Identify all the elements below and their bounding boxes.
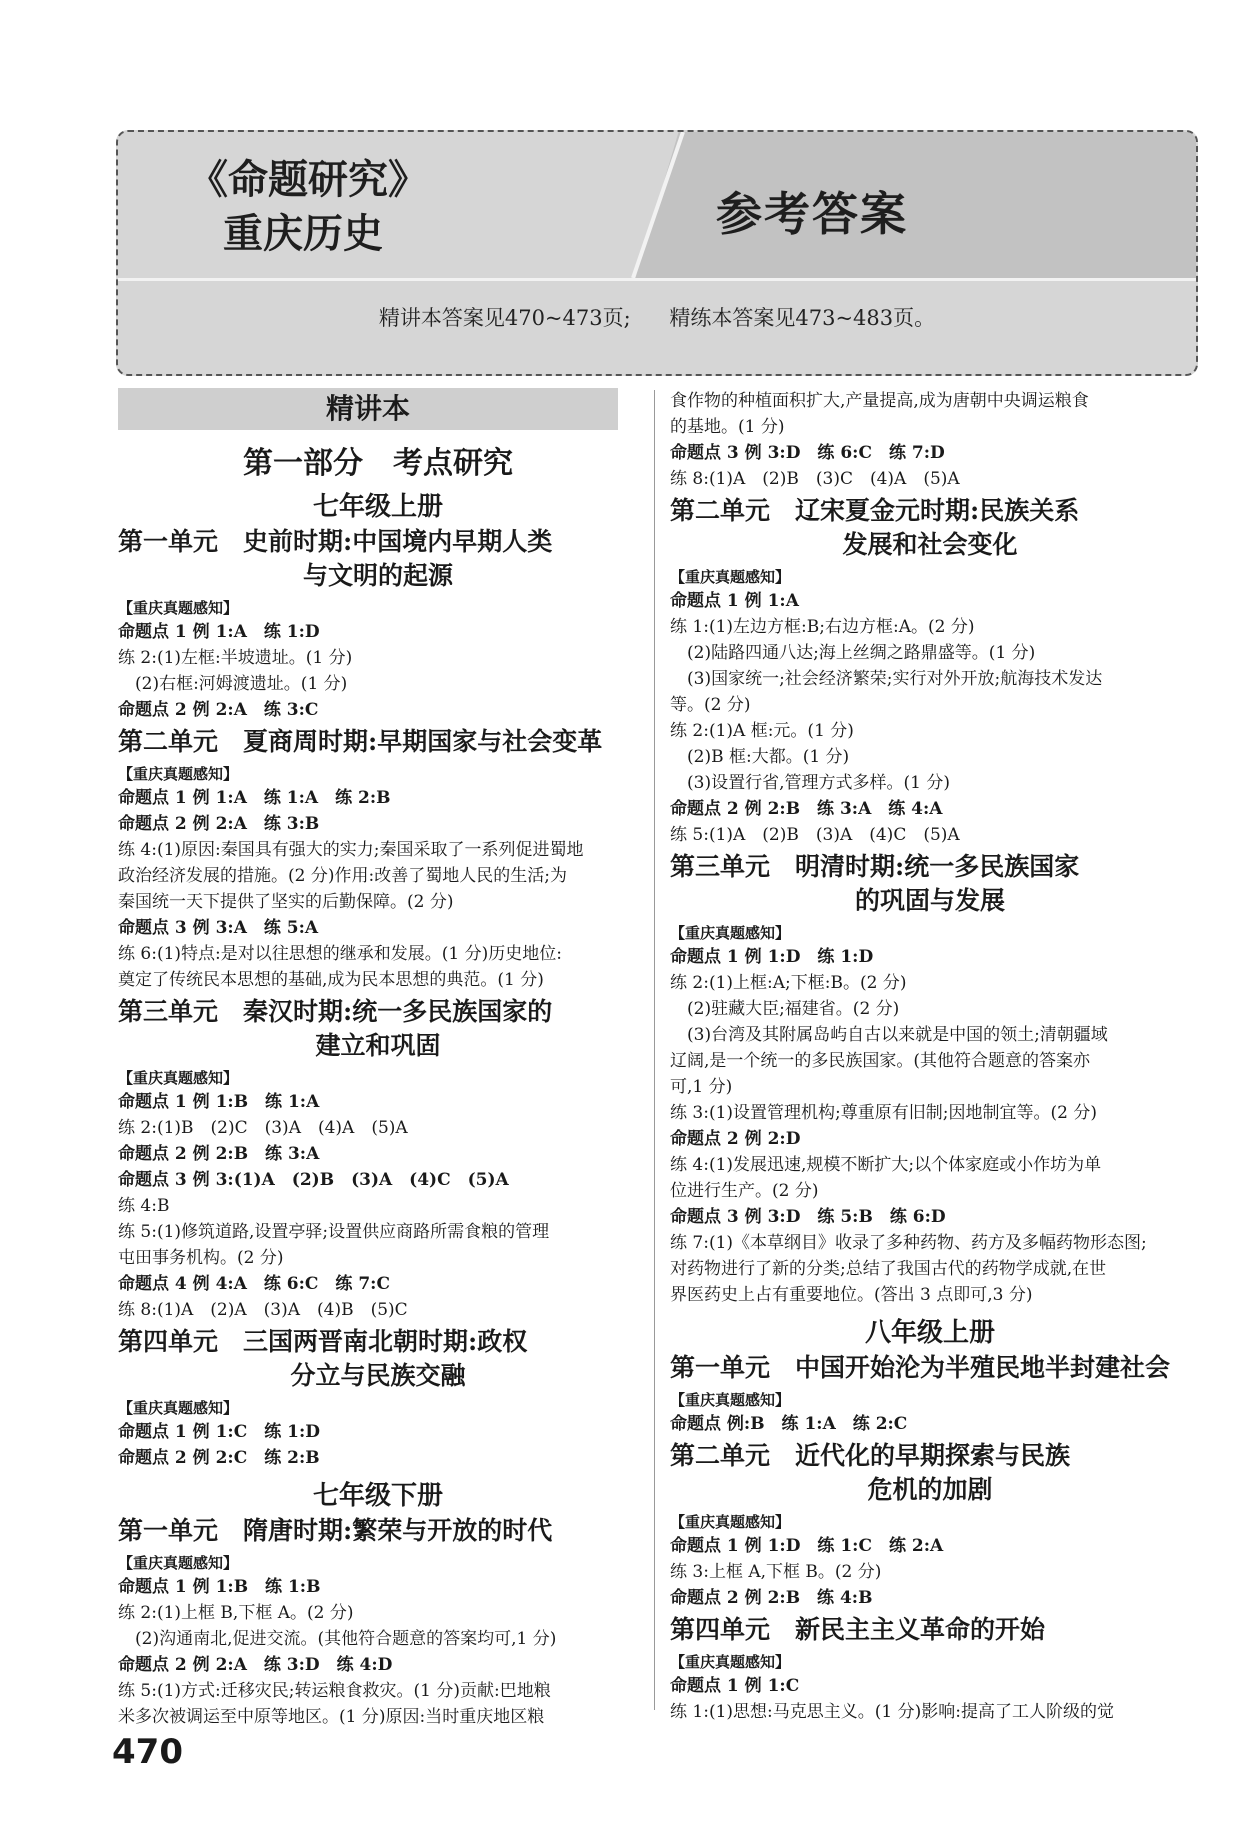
answer-line: 命题点 4 例 4:A 练 6:C 练 7:C: [118, 1274, 390, 1294]
answer-line: 命题点 2 例 2:A 练 3:D 练 4:D: [118, 1655, 393, 1675]
answer-line: 命题点 2 例 2:B 练 3:A 练 4:A: [670, 799, 943, 819]
book-title: 《命题研究》: [188, 157, 428, 203]
unit-heading-line: 第三单元 秦汉时期:统一多民族国家的: [118, 997, 553, 1026]
answer-line: 命题点 1 例 1:B 练 1:A: [118, 1092, 320, 1112]
unit-heading-line: 分立与民族交融: [290, 1361, 466, 1390]
answer-line: 练 6:(1)特点:是对以往思想的继承和发展。(1 分)历史地位:: [118, 944, 562, 964]
unit-heading: [670, 1613, 1190, 1647]
answer-line: 练 7:(1)《本草纲目》收录了多种药物、药方及多幅药物形态图;: [670, 1233, 1147, 1253]
column-divider: [654, 390, 655, 1710]
answer-line: 命题点 2 例 2:A 练 3:C: [118, 700, 319, 720]
unit-heading-line: 的巩固与发展: [854, 886, 1005, 915]
answer-line: 练 5:(1)修筑道路,设置亭驿;设置供应商路所需食粮的管理: [118, 1222, 550, 1242]
answer-block: [670, 388, 1190, 492]
answer-line: 界医药史上占有重要地位。(答出 3 点即可,3 分): [670, 1285, 1033, 1305]
answer-line: 命题点 2 例 2:D: [670, 1129, 801, 1149]
section-tag: 【重庆真题感知】: [118, 765, 239, 783]
answer-block: [670, 1411, 1190, 1437]
unit-heading-line: 第一单元 隋唐时期:繁荣与开放的时代: [118, 1516, 553, 1545]
answer-line: 秦国统一天下提供了坚实的后勤保障。(2 分): [118, 892, 454, 912]
unit-heading: [118, 1325, 638, 1393]
answer-line: (2)沟通南北,促进交流。(其他符合题意的答案均可,1 分): [118, 1629, 557, 1649]
unit-heading-line: 建立和巩固: [315, 1031, 441, 1060]
answer-line: 奠定了传统民本思想的基础,成为民本思想的典范。(1 分): [118, 970, 544, 990]
answer-block: [118, 1574, 638, 1730]
section-header: 精讲本: [118, 388, 618, 430]
answer-line: 米多次被调运至中原等地区。(1 分)原因:当时重庆地区粮: [118, 1707, 545, 1727]
grade-heading: 八年级上册: [864, 1318, 995, 1348]
answer-line: 练 2:(1)B (2)C (3)A (4)A (5)A: [118, 1118, 408, 1138]
answer-line: 练 1:(1)左边方框:B;右边方框:A。(2 分): [670, 617, 975, 637]
unit-heading-line: 与文明的起源: [302, 561, 453, 590]
unit-heading-line: 第二单元 近代化的早期探索与民族: [670, 1441, 1071, 1470]
answer-line: 练 8:(1)A (2)A (3)A (4)B (5)C: [118, 1300, 408, 1320]
section-tag: 【重庆真题感知】: [670, 568, 791, 586]
answer-line: 命题点 1 例 1:A: [670, 591, 799, 611]
unit-heading-line: 危机的加剧: [867, 1475, 993, 1504]
answer-line: 练 2:(1)上框 B,下框 A。(2 分): [118, 1603, 354, 1623]
answer-line: 练 2:(1)A 框:元。(1 分): [670, 721, 854, 741]
answer-line: (3)设置行省,管理方式多样。(1 分): [670, 773, 950, 793]
unit-heading: [670, 494, 1190, 562]
unit-heading-line: 第二单元 辽宋夏金元时期:民族关系: [670, 496, 1080, 525]
answer-line: (2)驻藏大臣;福建省。(2 分): [670, 999, 900, 1019]
note-practice: 精练本答案见473~483页。: [669, 306, 936, 330]
unit-heading-line: 发展和社会变化: [842, 530, 1018, 559]
grade-heading: 七年级上册: [312, 492, 443, 522]
answer-line: 练 5:(1)方式:迁移灾民;转运粮食救灾。(1 分)贡献:巴地粮: [118, 1681, 551, 1701]
grade-heading: 七年级下册: [312, 1481, 443, 1511]
answer-line: 对药物进行了新的分类;总结了我国古代的药物学成就,在世: [670, 1259, 1107, 1279]
answer-line: 命题点 1 例 1:B 练 1:B: [118, 1577, 321, 1597]
answer-line: 命题点 1 例 1:D 练 1:C 练 2:A: [670, 1536, 944, 1556]
unit-heading-line: 第二单元 夏商周时期:早期国家与社会变革: [118, 727, 603, 756]
answer-line: 命题点 1 例 1:C 练 1:D: [118, 1422, 320, 1442]
answer-line: 命题点 2 例 2:A 练 3:B: [118, 814, 320, 834]
answer-line: (2)B 框:大都。(1 分): [670, 747, 850, 767]
unit-heading-line: 第一单元 史前时期:中国境内早期人类: [118, 527, 553, 556]
answer-line: 命题点 2 例 2:B 练 3:A: [118, 1144, 320, 1164]
section-tag: 【重庆真题感知】: [118, 1554, 239, 1572]
answer-line: 命题点 1 例 1:D 练 1:D: [670, 947, 874, 967]
answer-block: [670, 944, 1190, 1308]
answer-line: 可,1 分): [670, 1077, 733, 1097]
answer-line: 练 5:(1)A (2)B (3)A (4)C (5)A: [670, 825, 960, 845]
answer-block: [118, 1089, 638, 1323]
note-lecture: 精讲本答案见470~473页;: [378, 306, 631, 330]
banner-divider: [118, 278, 1196, 281]
answer-line: (3)台湾及其附属岛屿自古以来就是中国的领土;清朝疆域: [670, 1025, 1108, 1045]
book-subject: 重庆历史: [223, 211, 383, 257]
answer-line: 练 2:(1)上框:A;下框:B。(2 分): [670, 973, 907, 993]
answer-block: [670, 1533, 1190, 1611]
answer-line: 命题点 3 例 3:A 练 5:A: [118, 918, 319, 938]
section-tag: 【重庆真题感知】: [670, 1391, 791, 1409]
answer-line: (3)国家统一;社会经济繁荣;实行对外开放;航海技术发达: [670, 669, 1103, 689]
answer-line: 命题点 1 例 1:C: [670, 1676, 800, 1696]
answer-block: [670, 588, 1190, 848]
answer-block: [118, 785, 638, 993]
answer-line: 政治经济发展的措施。(2 分)作用:改善了蜀地人民的生活;为: [118, 866, 567, 886]
answer-block: [118, 1419, 638, 1471]
answer-line: 命题点 3 例 3:D 练 6:C 练 7:D: [670, 443, 945, 463]
answer-line: 练 3:(1)设置管理机构;尊重原有旧制;因地制宜等。(2 分): [670, 1103, 1097, 1123]
left-column: [118, 388, 638, 1730]
section-tag: 【重庆真题感知】: [670, 924, 791, 942]
part-title: 第一部分 考点研究: [243, 446, 513, 481]
unit-heading: [670, 850, 1190, 918]
answer-line: 练 4:(1)发展迅速,规模不断扩大;以个体家庭或小作坊为单: [670, 1155, 1102, 1175]
unit-heading-line: 第三单元 明清时期:统一多民族国家: [670, 852, 1080, 881]
answer-line: 命题点 3 例 3:D 练 5:B 练 6:D: [670, 1207, 946, 1227]
page-number: 470: [112, 1732, 183, 1772]
unit-heading-line: 第四单元 新民主主义革命的开始: [670, 1615, 1046, 1644]
section-tag: 【重庆真题感知】: [118, 1069, 239, 1087]
answer-line: 命题点 2 例 2:C 练 2:B: [118, 1448, 320, 1468]
answer-line: (2)右框:河姆渡遗址。(1 分): [118, 674, 348, 694]
section-tag: 【重庆真题感知】: [118, 599, 239, 617]
right-column: [670, 388, 1190, 1725]
unit-heading: [118, 525, 638, 593]
section-tag: 【重庆真题感知】: [670, 1653, 791, 1671]
unit-heading: [118, 725, 638, 759]
answer-line: 等。(2 分): [670, 695, 751, 715]
answer-line: 的基地。(1 分): [670, 417, 785, 437]
answer-page-note: [118, 302, 1196, 332]
answer-title: 参考答案: [716, 187, 908, 241]
answer-block: [118, 619, 638, 723]
answer-line: 练 4:(1)原因:秦国具有强大的实力;秦国采取了一系列促进蜀地: [118, 840, 584, 860]
answer-banner: [116, 130, 1198, 376]
answer-block: [670, 1673, 1190, 1725]
answer-line: 练 8:(1)A (2)B (3)C (4)A (5)A: [670, 469, 960, 489]
section-tag: 【重庆真题感知】: [670, 1513, 791, 1531]
answer-line: 辽阔,是一个统一的多民族国家。(其他符合题意的答案亦: [670, 1051, 1091, 1071]
answer-line: 练 1:(1)思想:马克思主义。(1 分)影响:提高了工人阶级的觉: [670, 1702, 1114, 1722]
unit-heading: [670, 1439, 1190, 1507]
answer-line: 命题点 3 例 3:(1)A (2)B (3)A (4)C (5)A: [118, 1170, 509, 1190]
answer-line: 屯田事务机构。(2 分): [118, 1248, 284, 1268]
answer-line: 练 2:(1)左框:半坡遗址。(1 分): [118, 648, 353, 668]
unit-heading: [670, 1351, 1190, 1385]
answer-line: 练 3:上框 A,下框 B。(2 分): [670, 1562, 882, 1582]
answer-line: 命题点 2 例 2:B 练 4:B: [670, 1588, 873, 1608]
answer-line: 位进行生产。(2 分): [670, 1181, 819, 1201]
unit-heading: [118, 995, 638, 1063]
unit-heading-line: 第一单元 中国开始沦为半殖民地半封建社会: [670, 1353, 1171, 1382]
unit-heading: [118, 1514, 638, 1548]
unit-heading-line: 第四单元 三国两晋南北朝时期:政权: [118, 1327, 528, 1356]
answer-line: 命题点 例:B 练 1:A 练 2:C: [670, 1414, 908, 1434]
answer-line: 命题点 1 例 1:A 练 1:D: [118, 622, 320, 642]
answer-line: 练 4:B: [118, 1196, 170, 1216]
section-tag: 【重庆真题感知】: [118, 1399, 239, 1417]
answer-line: 命题点 1 例 1:A 练 1:A 练 2:B: [118, 788, 391, 808]
answer-line: 食作物的种植面积扩大,产量提高,成为唐朝中央调运粮食: [670, 391, 1089, 411]
answer-line: (2)陆路四通八达;海上丝绸之路鼎盛等。(1 分): [670, 643, 1036, 663]
